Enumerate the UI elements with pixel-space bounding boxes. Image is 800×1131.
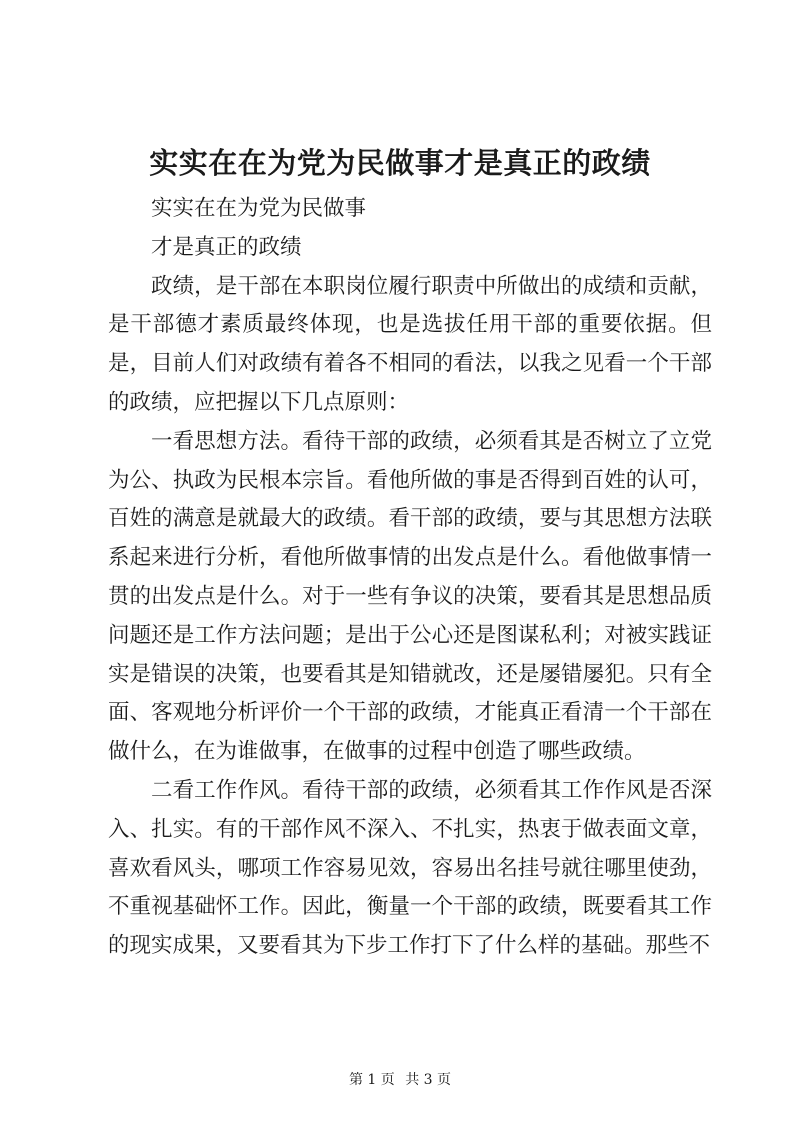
- page-footer: [0, 1070, 800, 1090]
- paragraph-thinking-method: 一看思想方法。看待干部的政绩，必须看其是否树立了立党为公、执政为民根本宗旨。看他所做的事是否得到百姓的认可，百姓的满意是就最大的政绩。看干部的政绩，要与其思想方法联系起来进行分析，看他所做事情的出发点是什么。看他做事情一贯的出发点是什么。对于一些有争议的决策，要看其是思想品质问题还是工作方法问题；是出于公心还是图谋私利；对被实践证实是错误的决策，也要看其是知错就改，还是屡错屡犯。只有全面、客观地分析评价一个干部的政绩，才能真正看清一个干部在做什么，在为谁做事，在做事的过程中创造了哪些政绩。: [108, 428, 712, 765]
- paragraph-intro: 政绩，是干部在本职岗位履行职责中所做出的成绩和贡献，是干部德才素质最终体现，也是选拔任用干部的重要依据。但是，目前人们对政绩有着各不相同的看法，以我之见看一个干部的政绩，应把握以下几点原则：: [108, 273, 712, 415]
- subtitle-line-1: 实实在在为党为民做事: [151, 196, 367, 221]
- page-total: 共 3 页: [405, 1072, 452, 1088]
- subtitle-line-2: 才是真正的政绩: [151, 234, 302, 260]
- document-title: 实实在在为党为民做事才是真正的政绩: [149, 146, 651, 180]
- paragraph-work-style: 二看工作作风。看待干部的政绩，必须看其工作作风是否深入、扎实。有的干部作风不深入、不扎实，热衷于做表面文章，喜欢看风头，哪项工作容易见效，容易出名挂号就往哪里使劲，不重视基础怀工作。因此，衡量一个干部的政绩，既要看其工作的现实成果，又要看其为下步工作打下了什么样的基础。那些不: [108, 777, 712, 959]
- document-body: [108, 190, 712, 966]
- page-number: 第 1 页: [348, 1072, 395, 1088]
